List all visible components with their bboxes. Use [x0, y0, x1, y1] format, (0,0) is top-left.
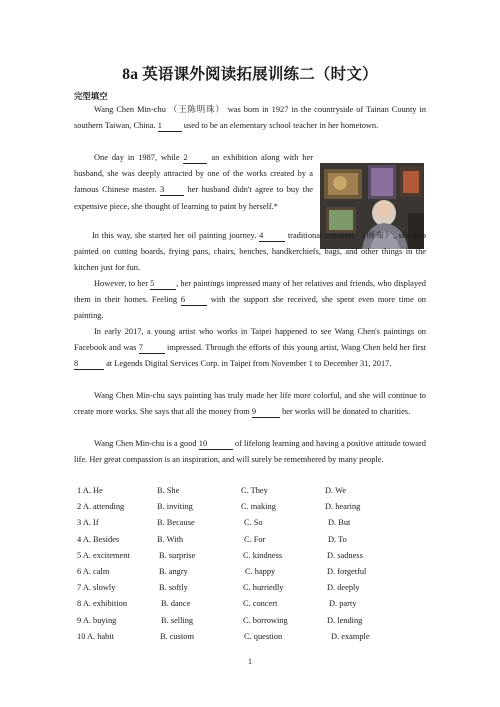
option: C. borrowing: [243, 615, 288, 625]
option: D. party: [329, 599, 357, 609]
option: C. making: [241, 502, 276, 512]
option: B. Because: [157, 518, 195, 528]
option: 10 A. habit: [77, 631, 114, 641]
option: 7 A. slowly: [77, 583, 116, 593]
option-row: [77, 499, 377, 515]
blank-4: 4: [259, 231, 285, 242]
option-row: [77, 532, 377, 548]
option: 8 A. exhibition: [77, 599, 128, 609]
option-row: [77, 613, 377, 629]
paragraph-6: Wang Chen Min-chu says painting has truly made her life more colorful, and she will continue to create more works. She says that all the money from 9 her works will be donated to charities.: [74, 391, 426, 417]
option: C. So: [244, 518, 263, 528]
option: D. example: [331, 631, 370, 641]
section-heading: 完型填空: [74, 92, 108, 101]
option: C. question: [244, 631, 283, 641]
option: 3 A. If: [77, 518, 99, 528]
option: D. deeply: [327, 583, 360, 593]
option: D. We: [325, 486, 347, 495]
option: D. lending: [327, 615, 363, 625]
option-row: [77, 515, 377, 531]
option: C. hurriedly: [243, 583, 284, 593]
option-row: [77, 596, 377, 612]
option: 6 A. calm: [77, 566, 110, 576]
option: D. sadness: [327, 550, 363, 560]
option: B. custom: [160, 631, 194, 641]
option: B. inviting: [157, 502, 193, 512]
option: D. To: [328, 534, 347, 544]
option: C. kindness: [243, 550, 283, 560]
option-row: [77, 564, 377, 580]
blank-9: 9: [252, 407, 280, 418]
blank-7: 7: [139, 343, 165, 354]
option: B. surprise: [159, 550, 196, 560]
blank-6: 6: [181, 295, 207, 306]
option-row: [77, 548, 377, 564]
paragraph-2: One day in 1987, while 2 an exhibition along with her husband, she was deeply attracted by one of the works created by a famous Chinese master. 3 her husband didn't agree to buy the expensive piece, she thought of learning to paint by herself.*: [74, 153, 314, 211]
paragraph-3: In this way, she started her oil painting journey. 4 traditional canvases （画布）, she also painted on cutting boards, frying pans, chairs, benches, handkerchiefs, bags, and other things in the kitchen just for fun.: [74, 231, 426, 273]
option: 1 A. He: [77, 486, 103, 495]
paragraph-7: Wang Chen Min-chu is a good 10 of lifelong learning and having a positive attitude toward life. Her great compassion is an inspiration, and will surely be remembered by many people.: [74, 439, 426, 465]
option: 5 A. excitement: [77, 550, 130, 560]
option: B. dance: [161, 599, 191, 609]
paragraph-4: However, to her 5 , her paintings impressed many of her relatives and friends, who displayed them in their homes. Feeling 6 with the support she received, she spent even more time on painting.: [74, 279, 426, 321]
blank-5: 5: [150, 279, 176, 290]
option: B. softly: [159, 583, 188, 593]
option: B. selling: [161, 615, 194, 625]
blank-2: 2: [183, 153, 207, 164]
blank-10: 10: [199, 439, 233, 450]
option: B. With: [157, 534, 184, 544]
option: C. concert: [243, 599, 278, 609]
option: C. They: [241, 486, 268, 495]
blank-3: 3: [160, 185, 184, 196]
option-row: [77, 483, 377, 499]
option-row: [77, 629, 377, 645]
blank-8: 8: [74, 359, 104, 370]
option: 9 A. buying: [77, 615, 117, 625]
option: D. But: [328, 518, 351, 528]
option: D. hearing: [325, 502, 361, 512]
page-title: 8a 英语课外阅读拓展训练二（时文）: [122, 66, 378, 83]
paragraph-5: In early 2017, a young artist who works in Taipei happened to see Wang Chen's paintings on Facebook and was 7 impressed. Through the efforts of this young artist, Wang Chen held her first 8 at Legends Digital Services Corp. in Taipei from November 1 to December 31, 2017.: [74, 327, 426, 369]
paragraph-1: Wang Chen Min-chu （王陈明珠） was born in 1927 in the countryside of Tainan County in southern Taiwan, China. 1 used to be an elementary school teacher in her hometown.: [74, 105, 426, 131]
answer-options: [77, 483, 377, 645]
option: C. For: [244, 534, 266, 544]
page-number: 1: [248, 657, 252, 666]
option: D. forgetful: [327, 566, 367, 576]
option: C. happy: [245, 566, 276, 576]
option-row: [77, 580, 377, 596]
blank-1: 1: [158, 121, 182, 132]
option: B. She: [157, 486, 180, 495]
option: 4 A. Besides: [77, 534, 120, 544]
option: 2 A. attending: [77, 502, 125, 512]
option: B. angry: [159, 566, 188, 576]
